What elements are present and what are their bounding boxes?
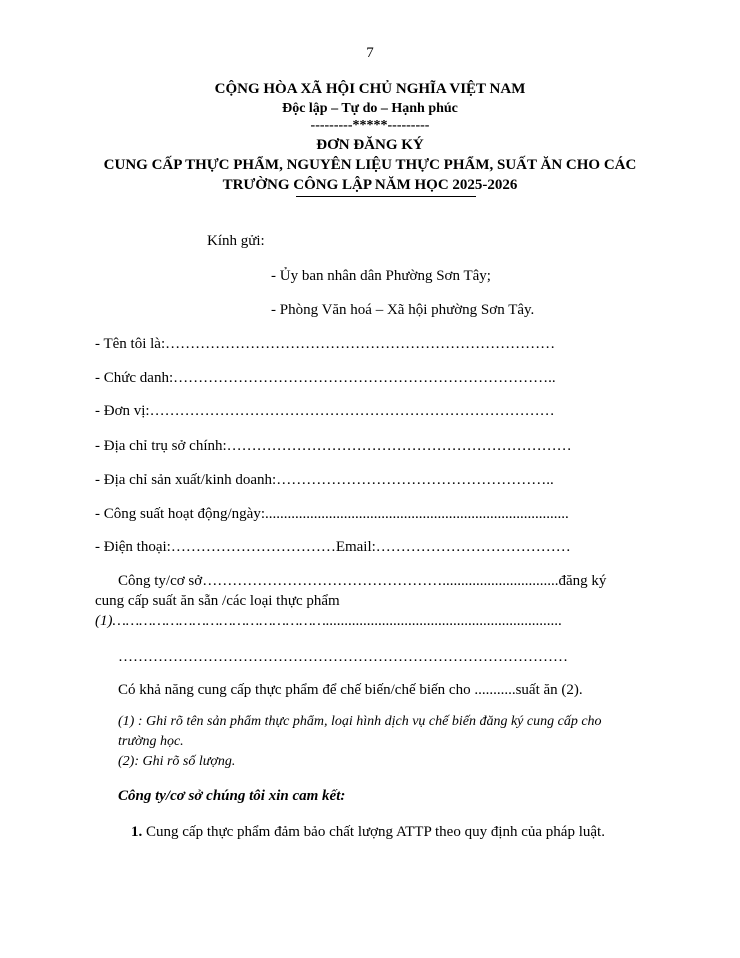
form-subtitle-line2: TRƯỜNG CÔNG LẬP NĂM HỌC 2025-2026: [222, 177, 518, 193]
form-title: ĐƠN ĐĂNG KÝ: [316, 137, 424, 153]
note-2: (2): Ghi rõ số lượng.: [118, 754, 236, 769]
title-underline: [296, 196, 476, 197]
field-address: - Địa chỉ trụ sở chính:……………………………………………………………: [95, 438, 572, 454]
commitment-item-1-number: 1.: [131, 824, 143, 840]
field-production-address: - Địa chỉ sản xuất/kinh doanh:………………………………………………..: [95, 472, 554, 488]
field-name: - Tên tôi là:……………………………………………………………………: [95, 336, 556, 352]
note-1-cont: trường học.: [118, 734, 184, 749]
form-subtitle-line1: CUNG CẤP THỰC PHẨM, NGUYÊN LIỆU THỰC PHẨM, SUẤT ĂN CHO CÁC: [103, 157, 637, 173]
recipient-2: - Phòng Văn hoá – Xã hội phường Sơn Tây.: [271, 302, 535, 318]
greeting: Kính gửi:: [207, 233, 265, 249]
commitment-item-1: [131, 824, 605, 841]
motto: Độc lập – Tự do – Hạnh phúc: [282, 101, 458, 116]
capability-line: Có khả năng cung cấp thực phẩm để chế biến/chế biến cho ...........suất ăn (2).: [118, 682, 583, 698]
recipient-1: - Ủy ban nhân dân Phường Sơn Tây;: [271, 268, 491, 284]
nation-heading: CỘNG HÒA XÃ HỘI CHỦ NGHĨA VIỆT NAM: [214, 81, 526, 97]
separator: ---------*****---------: [310, 118, 430, 133]
field-capacity: - Công suất hoạt động/ngày:.................................................................................: [95, 506, 569, 522]
company-line: Công ty/cơ sở…………………………………………...............................đăng ký: [118, 573, 607, 589]
page-number: 7: [366, 45, 374, 61]
dots-line: ………………………………………………………………………………: [118, 649, 568, 665]
commitment-heading: Công ty/cơ sở chúng tôi xin cam kết:: [118, 788, 346, 804]
commitment-item-1-text: Cung cấp thực phẩm đảm bảo chất lượng ATTP theo quy định của pháp luật.: [146, 824, 605, 840]
field-unit: - Đơn vị:………………………………………………………………………: [95, 403, 555, 419]
supply-line: cung cấp suất ăn sẵn /các loại thực phẩm: [95, 593, 340, 609]
note-1: (1) : Ghi rõ tên sản phẩm thực phẩm, loại hình dịch vụ chế biến đăng ký cung cấp cho: [118, 714, 602, 729]
field-position: - Chức danh:…………………………………………………………………..: [95, 370, 556, 386]
item-line: (1)…………………………………………...............................................................: [95, 613, 563, 629]
field-phone-email: - Điện thoại:……………………………Email:…………………………………: [95, 539, 571, 555]
